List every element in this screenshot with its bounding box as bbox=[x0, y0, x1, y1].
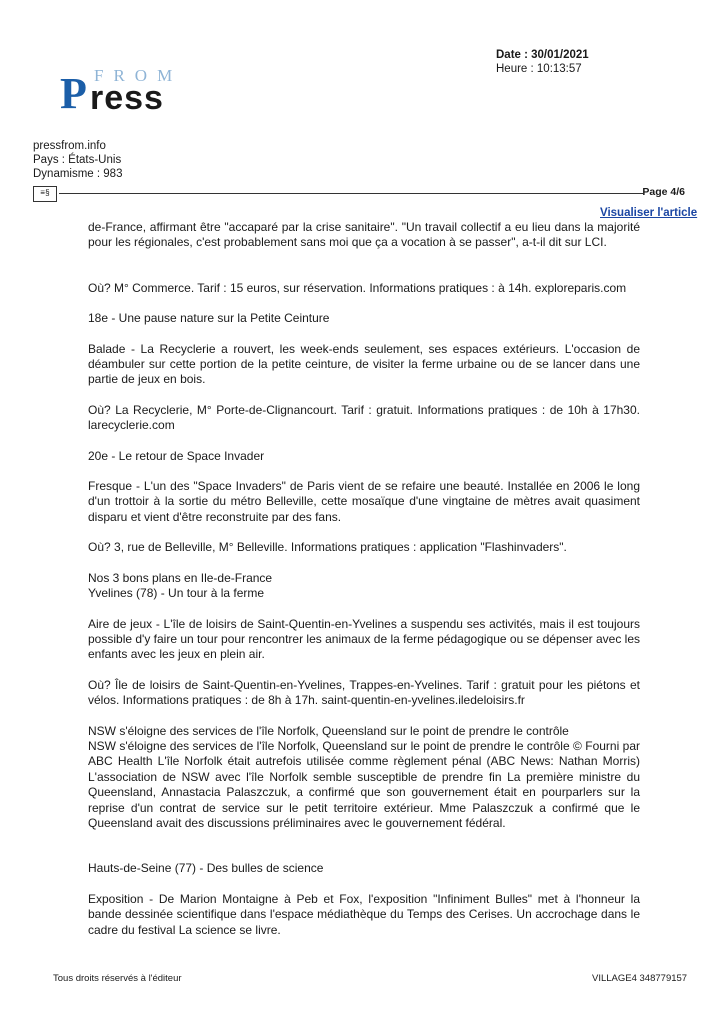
footer-reference: VILLAGE4 348779157 bbox=[592, 973, 688, 984]
document-date: Date : 30/01/2021 bbox=[496, 49, 589, 61]
paragraph: NSW s'éloigne des services de l'île Norfolk, Queensland sur le point de prendre le contrôle © Fourni par ABC Health L'île Norfolk était autrefois utilisée comme règlement pénal (ABC News: Nathan Morris) L'association de NSW avec l'île Norfolk semble susceptible de prendre fin La première ministre du Queensland, Annastacia Palaszczuk, a confirmé que son gouvernement était en pourparlers sur la reprise d'un contrat de service sur le petit territoire extérieur. Mme Palaszczuk a confirmé que le Queensland avait des discussions préliminaires avec le gouvernement fédéral. bbox=[88, 738, 640, 830]
pressfrom-logo bbox=[60, 66, 200, 118]
document-icon: ≡§ bbox=[33, 186, 57, 202]
paragraph: Aire de jeux - L'île de loisirs de Saint-Quentin-en-Yvelines a suspendu ses activités, mais il est toujours possible d'y faire un tour pour rencontrer les animaux de la ferme pédagogique ou se dépenser avec les enfants avec les jeux en plein air. bbox=[88, 616, 640, 662]
article-body bbox=[88, 220, 640, 953]
logo-p-letter: P bbox=[60, 69, 87, 118]
paragraph: Où? M° Commerce. Tarif : 15 euros, sur réservation. Informations pratiques : à 14h. exploreparis.com bbox=[88, 280, 627, 295]
paragraph: Exposition - De Marion Montaigne à Peb et Fox, l'exposition "Infiniment Bulles" met à l'honneur la bande dessinée scientifique dans l'espace médiathèque du Temps des Cerises. Un accrochage dans le cadre du festival La science se livre. bbox=[88, 891, 640, 937]
header-rule bbox=[33, 186, 685, 202]
footer-rights: Tous droits réservés à l'éditeur bbox=[53, 973, 182, 984]
section-heading: NSW s'éloigne des services de l'île Norfolk, Queensland sur le point de prendre le contrôle bbox=[88, 723, 569, 738]
page-number: Page 4/6 bbox=[642, 186, 685, 198]
view-article-link[interactable]: Visualiser l'article bbox=[600, 207, 698, 219]
paragraph: Où? La Recyclerie, M° Porte-de-Clignancourt. Tarif : gratuit. Informations pratiques : de 10h à 17h30. larecyclerie.com bbox=[88, 402, 640, 433]
section-heading: Nos 3 bons plans en Ile-de-France bbox=[88, 570, 273, 585]
source-country: Pays : États-Unis bbox=[33, 154, 122, 166]
section-heading: 20e - Le retour de Space Invader bbox=[88, 448, 265, 463]
source-dynamism: Dynamisme : 983 bbox=[33, 168, 123, 180]
paragraph: Où? Île de loisirs de Saint-Quentin-en-Yvelines, Trappes-en-Yvelines. Tarif : gratuit pour les piétons et vélos. Informations pratiques : de 8h à 17h. saint-quentin-en-yvelines.iledeloisirs.fr bbox=[88, 677, 640, 708]
document-time: Heure : 10:13:57 bbox=[496, 63, 582, 75]
divider-line bbox=[59, 193, 643, 194]
logo-from-text: FROM bbox=[94, 66, 183, 85]
source-site: pressfrom.info bbox=[33, 140, 106, 152]
paragraph: Où? 3, rue de Belleville, M° Belleville. Informations pratiques : application "Flashinvaders". bbox=[88, 540, 567, 555]
logo-press-text: ress bbox=[90, 79, 164, 117]
paragraph: Balade - La Recyclerie a rouvert, les week-ends seulement, ses espaces extérieurs. L'occasion de déambuler sur cette portion de la petite ceinture, de visiter la ferme urbaine ou de se lancer dans une partie de jeux en bois. bbox=[88, 341, 640, 387]
paragraph: de-France, affirmant être "accaparé par la crise sanitaire". "Un travail collectif a eu lieu dans la majorité pour les régionales, c'est probablement sans moi que ça a vocation à se passer", a-t-il dit sur LCI. bbox=[88, 220, 640, 250]
section-heading: Hauts-de-Seine (77) - Des bulles de science bbox=[88, 861, 324, 876]
section-heading: Yvelines (78) - Un tour à la ferme bbox=[88, 586, 265, 601]
section-heading: 18e - Une pause nature sur la Petite Ceinture bbox=[88, 311, 330, 326]
paragraph: Fresque - L'un des "Space Invaders" de Paris vient de se refaire une beauté. Installée en 2006 le long d'un trottoir à la sortie du métro Belleville, cette mosaïque d'une vingtaine de mètres avait quasiment disparu et vient d'être reconstruite par des fans. bbox=[88, 479, 640, 524]
